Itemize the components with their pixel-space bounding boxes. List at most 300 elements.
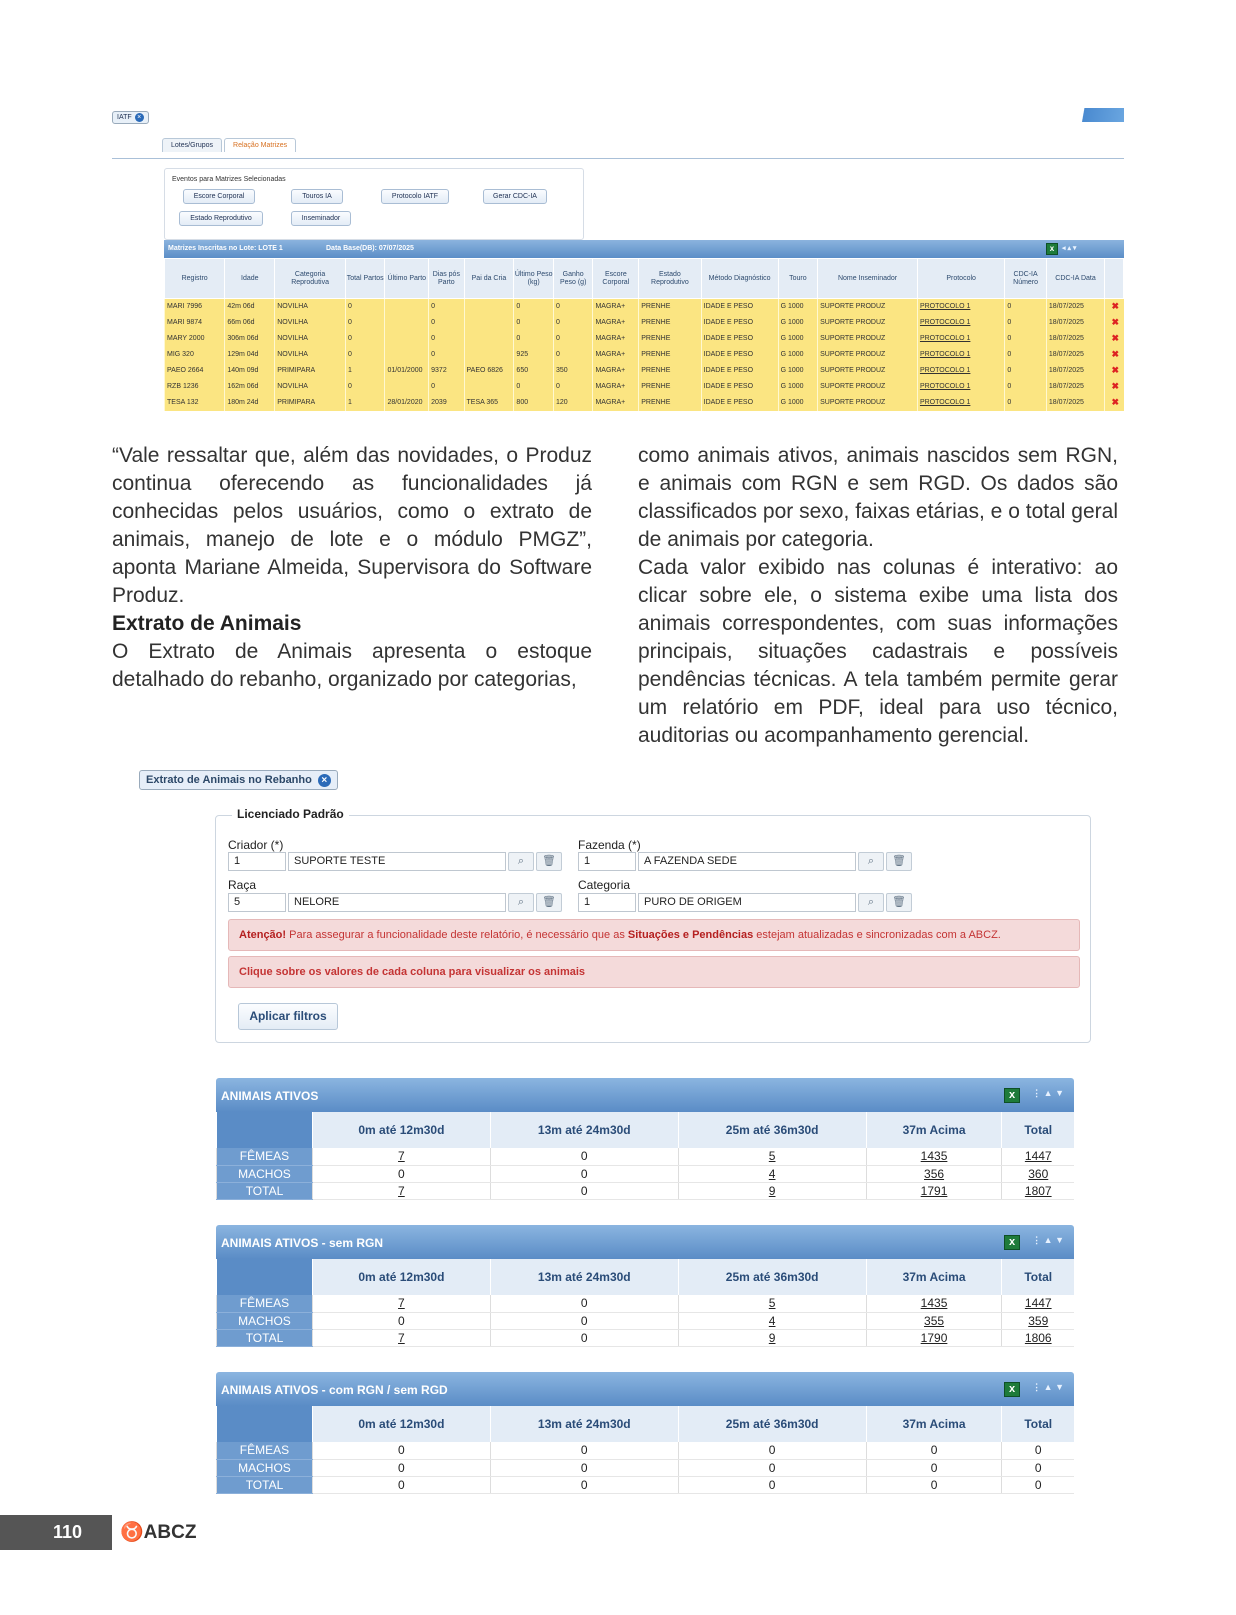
- table-cell: [385, 347, 429, 363]
- count-cell[interactable]: 1790: [866, 1329, 1002, 1346]
- table-row: [217, 1165, 1075, 1182]
- count-cell: 0: [866, 1442, 1002, 1459]
- table-row[interactable]: [165, 347, 1124, 363]
- delete-icon[interactable]: ✖: [1105, 395, 1124, 411]
- trash-icon[interactable]: 🗑: [536, 893, 562, 912]
- count-cell: 0: [312, 1165, 490, 1182]
- count-cell: 0: [678, 1459, 866, 1476]
- table-cell: MAGRA+: [593, 347, 639, 363]
- extrato-grid: [216, 1078, 1074, 1200]
- count-cell: 0: [312, 1442, 490, 1459]
- column-header: 13m até 24m30d: [490, 1259, 678, 1295]
- criador-name-input[interactable]: SUPORTE TESTE: [288, 852, 506, 871]
- row-label: TOTAL: [217, 1329, 313, 1346]
- table-cell: G 1000: [778, 363, 818, 379]
- article-paragraph: como animais ativos, animais nascidos sem RGN, e animais com RGN e sem RGD. Os dados são classificados por sexo, faixas etárias, e o total geral de animais por categoria.: [638, 444, 1118, 551]
- tab-relacao-matrizes[interactable]: Relação Matrizes: [224, 138, 296, 152]
- count-cell: 0: [312, 1459, 490, 1476]
- table-cell: 18/07/2025: [1046, 395, 1104, 411]
- close-icon[interactable]: ×: [318, 774, 331, 787]
- abcz-logo-icon: ♉: [120, 1522, 144, 1543]
- table-row: [217, 1329, 1075, 1346]
- criador-label: Criador (*): [228, 838, 284, 852]
- table-cell: SUPORTE PRODUZ: [818, 331, 918, 347]
- count-cell: 0: [490, 1165, 678, 1182]
- attention-alert: [228, 919, 1080, 951]
- estado-reprodutivo-button[interactable]: Estado Reprodutivo: [179, 211, 263, 226]
- iatf-tag-label: IATF: [117, 114, 132, 121]
- count-cell[interactable]: 7: [312, 1182, 490, 1199]
- panel-title: Licenciado Padrão: [232, 807, 349, 821]
- column-header: 25m até 36m30d: [678, 1112, 866, 1148]
- table-cell: 18/07/2025: [1046, 331, 1104, 347]
- table-cell: [385, 379, 429, 395]
- table-cell: 0: [553, 315, 593, 331]
- table-cell: PRENHE: [639, 363, 701, 379]
- grid-title: ANIMAIS ATIVOS: [221, 1089, 319, 1103]
- table-cell: 0: [553, 347, 593, 363]
- count-cell: 0: [866, 1459, 1002, 1476]
- count-cell: 0: [490, 1329, 678, 1346]
- delete-icon[interactable]: ✖: [1105, 379, 1124, 395]
- apply-filters-button[interactable]: Aplicar filtros: [238, 1003, 338, 1030]
- table-cell: IDADE E PESO: [701, 395, 778, 411]
- table-cell: G 1000: [778, 331, 818, 347]
- table-row: [217, 1459, 1075, 1476]
- search-icon[interactable]: ⌕: [858, 852, 884, 871]
- table-row: [217, 1312, 1075, 1329]
- article-paragraph: Cada valor exibido nas colunas é interativo: ao clicar sobre ele, o sistema exibe uma lista dos animais correspondentes, com suas informações principais, situações cadastrais e possíveis pendências técnicas. A tela também permite gerar um relatório em PDF, ideal para uso técnico, auditorias ou acompanhamento gerencial.: [638, 556, 1118, 747]
- trash-icon[interactable]: 🗑: [886, 852, 912, 871]
- excel-export-icon[interactable]: x: [1004, 1235, 1020, 1250]
- delete-icon[interactable]: ✖: [1105, 363, 1124, 379]
- alert-bold: Atenção!: [239, 929, 287, 941]
- table-cell: 0: [1005, 315, 1047, 331]
- table-cell: NOVILHA: [275, 379, 346, 395]
- table-cell: MARY 2000: [165, 331, 225, 347]
- tab-lotes-grupos[interactable]: Lotes/Grupos: [162, 138, 222, 152]
- table-row[interactable]: [165, 379, 1124, 395]
- table-cell: 140m 09d: [225, 363, 275, 379]
- grid-header: [216, 1078, 1074, 1112]
- article-paragraph: O Extrato de Animais apresenta o estoque detalhado do rebanho, organizado por categorias,: [112, 640, 592, 691]
- table-cell: SUPORTE PRODUZ: [818, 395, 918, 411]
- row-label: FÊMEAS: [217, 1295, 313, 1312]
- count-cell: 0: [490, 1442, 678, 1459]
- row-label: MACHOS: [217, 1312, 313, 1329]
- table-cell: IDADE E PESO: [701, 299, 778, 315]
- count-cell[interactable]: 5: [678, 1295, 866, 1312]
- table-cell: MAGRA+: [593, 331, 639, 347]
- raca-code-input[interactable]: 5: [228, 893, 286, 912]
- count-cell: 0: [490, 1459, 678, 1476]
- raca-label: Raça: [228, 878, 257, 892]
- column-header[interactable]: Nome Inseminador: [818, 259, 918, 299]
- table-cell: NOVILHA: [275, 315, 346, 331]
- extrato-table: [216, 1406, 1074, 1494]
- column-header: 25m até 36m30d: [678, 1406, 866, 1442]
- table-cell: NOVILHA: [275, 299, 346, 315]
- table-row: [217, 1295, 1075, 1312]
- count-cell: 0: [490, 1295, 678, 1312]
- table-cell: 800: [514, 395, 554, 411]
- table-cell: 28/01/2020: [385, 395, 429, 411]
- extrato-tab-tag[interactable]: [139, 770, 338, 790]
- table-cell: 0: [514, 315, 554, 331]
- table-cell: 18/07/2025: [1046, 347, 1104, 363]
- search-icon[interactable]: ⌕: [508, 893, 534, 912]
- table-cell: PRIMIPARA: [275, 363, 346, 379]
- collapse-arrows-icon[interactable]: ⋮ ▲ ▼: [1032, 1235, 1064, 1245]
- table-cell: IDADE E PESO: [701, 331, 778, 347]
- table-cell: TESA 132: [165, 395, 225, 411]
- table-row[interactable]: [165, 315, 1124, 331]
- column-header[interactable]: Protocolo: [917, 259, 1004, 299]
- table-cell: SUPORTE PRODUZ: [818, 363, 918, 379]
- matrizes-grid-header: [164, 240, 1124, 258]
- grid-date: Data Base(DB): 07/07/2025: [326, 245, 414, 252]
- table-cell: G 1000: [778, 395, 818, 411]
- table-cell[interactable]: PROTOCOLO 1: [917, 315, 1004, 331]
- row-label: FÊMEAS: [217, 1148, 313, 1165]
- excel-export-icon[interactable]: x: [1046, 243, 1058, 255]
- table-cell: IDADE E PESO: [701, 379, 778, 395]
- grid-header: [216, 1372, 1074, 1406]
- extrato-tag-label: Extrato de Animais no Rebanho: [146, 774, 312, 786]
- table-cell: PRENHE: [639, 347, 701, 363]
- alert-bold: Situações e Pendências: [627, 929, 754, 941]
- trash-icon[interactable]: 🗑: [886, 893, 912, 912]
- table-cell: 0: [1005, 331, 1047, 347]
- row-header-blank: [217, 1112, 313, 1148]
- extrato-grid: [216, 1372, 1074, 1494]
- table-cell: NOVILHA: [275, 347, 346, 363]
- table-cell[interactable]: PROTOCOLO 1: [917, 395, 1004, 411]
- count-cell[interactable]: 360: [1002, 1165, 1074, 1182]
- column-header[interactable]: Categoria Reprodutiva: [275, 259, 346, 299]
- count-cell[interactable]: 1807: [1002, 1182, 1074, 1199]
- count-cell[interactable]: 1435: [866, 1295, 1002, 1312]
- table-cell: MAGRA+: [593, 363, 639, 379]
- column-header: 37m Acima: [866, 1259, 1002, 1295]
- table-cell: MAGRA+: [593, 395, 639, 411]
- table-row: [217, 1442, 1075, 1459]
- table-cell: [464, 331, 514, 347]
- count-cell[interactable]: 9: [678, 1329, 866, 1346]
- table-cell: 0: [514, 299, 554, 315]
- table-cell: SUPORTE PRODUZ: [818, 379, 918, 395]
- table-cell: MIG 320: [165, 347, 225, 363]
- row-header-blank: [217, 1259, 313, 1295]
- table-cell: IDADE E PESO: [701, 347, 778, 363]
- column-header: Total: [1002, 1406, 1074, 1442]
- column-header: 13m até 24m30d: [490, 1406, 678, 1442]
- table-cell: 18/07/2025: [1046, 299, 1104, 315]
- column-header: Total: [1002, 1259, 1074, 1295]
- inseminador-button[interactable]: Inseminador: [291, 211, 351, 226]
- table-cell: 180m 24d: [225, 395, 275, 411]
- extrato-table: [216, 1112, 1074, 1200]
- count-cell: 0: [866, 1476, 1002, 1493]
- table-cell: 350: [553, 363, 593, 379]
- table-cell: 0: [553, 331, 593, 347]
- collapse-arrows-icon[interactable]: ⋮ ▲ ▼: [1032, 1382, 1064, 1392]
- close-icon[interactable]: ×: [135, 113, 144, 122]
- table-cell: NOVILHA: [275, 331, 346, 347]
- table-cell: [464, 299, 514, 315]
- table-cell: 162m 06d: [225, 379, 275, 395]
- row-label: TOTAL: [217, 1476, 313, 1493]
- fazenda-code-input[interactable]: 1: [578, 852, 636, 871]
- table-cell: 0: [553, 379, 593, 395]
- count-cell[interactable]: 5: [678, 1148, 866, 1165]
- column-header-actions: [1105, 259, 1124, 299]
- table-cell: PRIMIPARA: [275, 395, 346, 411]
- events-panel: [164, 168, 584, 240]
- count-cell[interactable]: 4: [678, 1312, 866, 1329]
- grid-title: ANIMAIS ATIVOS - sem RGN: [221, 1236, 384, 1250]
- count-cell: 0: [490, 1148, 678, 1165]
- raca-name-input[interactable]: NELORE: [288, 893, 506, 912]
- filter-panel: [215, 807, 1091, 1043]
- fazenda-name-input[interactable]: A FAZENDA SEDE: [638, 852, 856, 871]
- table-cell: 0: [345, 347, 385, 363]
- table-row: [217, 1148, 1075, 1165]
- table-cell: 0: [1005, 395, 1047, 411]
- collapse-arrows-icon[interactable]: ◂ ▴ ▾: [1062, 245, 1077, 252]
- column-header[interactable]: Estado Reprodutivo: [639, 259, 701, 299]
- grid-header: [216, 1225, 1074, 1259]
- row-label: MACHOS: [217, 1459, 313, 1476]
- table-cell: PRENHE: [639, 315, 701, 331]
- column-header[interactable]: Método Diagnóstico: [701, 259, 778, 299]
- count-cell: 0: [1002, 1459, 1074, 1476]
- table-cell: G 1000: [778, 315, 818, 331]
- table-cell: IDADE E PESO: [701, 363, 778, 379]
- column-header: 37m Acima: [866, 1112, 1002, 1148]
- table-cell: 0: [1005, 347, 1047, 363]
- count-cell[interactable]: 7: [312, 1329, 490, 1346]
- count-cell: 0: [490, 1182, 678, 1199]
- column-header[interactable]: CDC-IA Número: [1005, 259, 1047, 299]
- table-cell: TESA 365: [464, 395, 514, 411]
- criador-code-input[interactable]: 1: [228, 852, 286, 871]
- column-header[interactable]: Total Partos: [345, 259, 385, 299]
- count-cell[interactable]: 1806: [1002, 1329, 1074, 1346]
- table-cell: 0: [514, 379, 554, 395]
- table-cell: SUPORTE PRODUZ: [818, 347, 918, 363]
- table-cell: PRENHE: [639, 299, 701, 315]
- article-right-column: [638, 442, 1118, 750]
- search-icon[interactable]: ⌕: [508, 852, 534, 871]
- count-cell[interactable]: 356: [866, 1165, 1002, 1182]
- delete-icon[interactable]: ✖: [1105, 347, 1124, 363]
- table-cell: 129m 04d: [225, 347, 275, 363]
- table-cell: [464, 379, 514, 395]
- matrizes-table: [164, 258, 1124, 411]
- events-title: Eventos para Matrizes Selecionadas: [172, 176, 286, 183]
- table-cell: 0: [514, 331, 554, 347]
- click-hint-alert: Clique sobre os valores de cada coluna para visualizar os animais: [228, 956, 1080, 988]
- table-cell: 1: [345, 363, 385, 379]
- excel-export-icon[interactable]: x: [1004, 1382, 1020, 1397]
- table-cell: 120: [553, 395, 593, 411]
- trash-icon[interactable]: 🗑: [536, 852, 562, 871]
- column-header: Total: [1002, 1112, 1074, 1148]
- count-cell[interactable]: 359: [1002, 1312, 1074, 1329]
- table-cell: [385, 299, 429, 315]
- table-cell: 0: [345, 331, 385, 347]
- table-cell: 0: [1005, 379, 1047, 395]
- table-cell: 1: [345, 395, 385, 411]
- grid-title: ANIMAIS ATIVOS - com RGN / sem RGD: [221, 1383, 448, 1397]
- extrato-grid: [216, 1225, 1074, 1347]
- column-header[interactable]: Registro: [165, 259, 225, 299]
- table-cell[interactable]: PROTOCOLO 1: [917, 331, 1004, 347]
- table-cell: [385, 315, 429, 331]
- column-header[interactable]: Escore Corporal: [593, 259, 639, 299]
- count-cell[interactable]: 7: [312, 1295, 490, 1312]
- table-cell: SUPORTE PRODUZ: [818, 315, 918, 331]
- table-cell: 0: [429, 331, 464, 347]
- table-cell: 925: [514, 347, 554, 363]
- table-cell: 0: [1005, 299, 1047, 315]
- count-cell[interactable]: 1447: [1002, 1295, 1074, 1312]
- count-cell[interactable]: 7: [312, 1148, 490, 1165]
- table-row[interactable]: [165, 363, 1124, 379]
- table-cell: IDADE E PESO: [701, 315, 778, 331]
- categoria-name-input[interactable]: PURO DE ORIGEM: [638, 893, 856, 912]
- column-header[interactable]: Ganho Peso (g): [553, 259, 593, 299]
- column-header: 0m até 12m30d: [312, 1112, 490, 1148]
- table-row[interactable]: [165, 299, 1124, 315]
- count-cell: 0: [1002, 1442, 1074, 1459]
- table-cell: PAEO 2664: [165, 363, 225, 379]
- collapse-arrows-icon[interactable]: ⋮ ▲ ▼: [1032, 1088, 1064, 1098]
- table-cell: MAGRA+: [593, 379, 639, 395]
- table-cell: PRENHE: [639, 395, 701, 411]
- article-paragraph: “Vale ressaltar que, além das novidades, o Produz continua oferecendo as funcionalidades já conhecidas pelos usuários, como o extrato de animais, manejo de lote e o módulo PMGZ”, aponta Mariane Almeida, Supervisora do Software Produz.: [112, 444, 592, 607]
- table-cell: 0: [429, 347, 464, 363]
- count-cell[interactable]: 9: [678, 1182, 866, 1199]
- count-cell: 0: [490, 1476, 678, 1493]
- count-cell[interactable]: 1447: [1002, 1148, 1074, 1165]
- column-header[interactable]: Touro: [778, 259, 818, 299]
- table-cell: G 1000: [778, 347, 818, 363]
- table-row: [217, 1476, 1075, 1493]
- gerar-cdc-ia-button[interactable]: Gerar CDC-IA: [483, 189, 547, 204]
- table-cell: 01/01/2000: [385, 363, 429, 379]
- article-left-column: [112, 442, 592, 694]
- count-cell[interactable]: 4: [678, 1165, 866, 1182]
- count-cell: 0: [312, 1312, 490, 1329]
- count-cell: 0: [490, 1312, 678, 1329]
- alert-text: Para assegurar a funcionalidade deste relatório, é necessário que as: [286, 929, 628, 941]
- table-cell: 18/07/2025: [1046, 379, 1104, 395]
- page-number: 110: [0, 1515, 112, 1550]
- table-cell: PAEO 6826: [464, 363, 514, 379]
- count-cell: 0: [678, 1442, 866, 1459]
- count-cell[interactable]: 355: [866, 1312, 1002, 1329]
- column-header[interactable]: Último Peso (kg): [514, 259, 554, 299]
- table-cell: G 1000: [778, 299, 818, 315]
- table-row[interactable]: [165, 395, 1124, 411]
- table-cell: MARI 9874: [165, 315, 225, 331]
- count-cell[interactable]: 1435: [866, 1148, 1002, 1165]
- table-cell: [464, 315, 514, 331]
- table-cell: 650: [514, 363, 554, 379]
- column-header: 0m até 12m30d: [312, 1406, 490, 1442]
- delete-icon[interactable]: ✖: [1105, 315, 1124, 331]
- column-header[interactable]: Idade: [225, 259, 275, 299]
- table-cell: RZB 1236: [165, 379, 225, 395]
- excel-export-icon[interactable]: x: [1004, 1088, 1020, 1103]
- row-label: MACHOS: [217, 1165, 313, 1182]
- count-cell: 0: [312, 1476, 490, 1493]
- table-cell: 306m 06d: [225, 331, 275, 347]
- protocolo-iatf-button[interactable]: Protocolo IATF: [381, 189, 449, 204]
- column-header[interactable]: Dias pós Parto: [429, 259, 464, 299]
- column-header[interactable]: Último Parto: [385, 259, 429, 299]
- row-label: FÊMEAS: [217, 1442, 313, 1459]
- categoria-label: Categoria: [578, 878, 631, 892]
- column-header: 37m Acima: [866, 1406, 1002, 1442]
- escore-corporal-button[interactable]: Escore Corporal: [183, 189, 255, 204]
- table-cell: 18/07/2025: [1046, 315, 1104, 331]
- row-label: TOTAL: [217, 1182, 313, 1199]
- table-cell: G 1000: [778, 379, 818, 395]
- table-cell[interactable]: PROTOCOLO 1: [917, 347, 1004, 363]
- iatf-tab-tag[interactable]: [112, 111, 149, 124]
- lote-tabs: [162, 138, 298, 152]
- count-cell[interactable]: 1791: [866, 1182, 1002, 1199]
- table-cell[interactable]: PROTOCOLO 1: [917, 379, 1004, 395]
- section-heading: Extrato de Animais: [112, 612, 302, 635]
- lote-matrizes-screenshot: [112, 108, 1124, 420]
- table-cell: 0: [1005, 363, 1047, 379]
- row-header-blank: [217, 1406, 313, 1442]
- grid-title: Matrizes Inscritas no Lote: LOTE 1: [168, 245, 283, 252]
- delete-icon[interactable]: ✖: [1105, 299, 1124, 315]
- column-header: 25m até 36m30d: [678, 1259, 866, 1295]
- table-cell[interactable]: PROTOCOLO 1: [917, 299, 1004, 315]
- fazenda-label: Fazenda (*): [578, 838, 641, 852]
- table-row: [217, 1182, 1075, 1199]
- table-cell: 9372: [429, 363, 464, 379]
- table-cell: SUPORTE PRODUZ: [818, 299, 918, 315]
- table-row[interactable]: [165, 331, 1124, 347]
- delete-icon[interactable]: ✖: [1105, 331, 1124, 347]
- table-cell: 0: [553, 299, 593, 315]
- table-cell[interactable]: PROTOCOLO 1: [917, 363, 1004, 379]
- table-cell: MARI 7996: [165, 299, 225, 315]
- column-header[interactable]: Pai da Cria: [464, 259, 514, 299]
- toolbar-decoration: [1066, 108, 1124, 122]
- column-header[interactable]: CDC-IA Data: [1046, 259, 1104, 299]
- touros-ia-button[interactable]: Touros IA: [291, 189, 343, 204]
- table-cell: MAGRA+: [593, 315, 639, 331]
- categoria-code-input[interactable]: 1: [578, 893, 636, 912]
- table-cell: [464, 347, 514, 363]
- logo-text: ABCZ: [143, 1522, 197, 1543]
- alert-text: estejam atualizadas e sincronizadas com a ABCZ.: [753, 929, 1001, 941]
- table-cell: 18/07/2025: [1046, 363, 1104, 379]
- table-cell: 0: [345, 299, 385, 315]
- count-cell: 0: [1002, 1476, 1074, 1493]
- search-icon[interactable]: ⌕: [858, 893, 884, 912]
- table-cell: 0: [429, 315, 464, 331]
- table-cell: 0: [429, 299, 464, 315]
